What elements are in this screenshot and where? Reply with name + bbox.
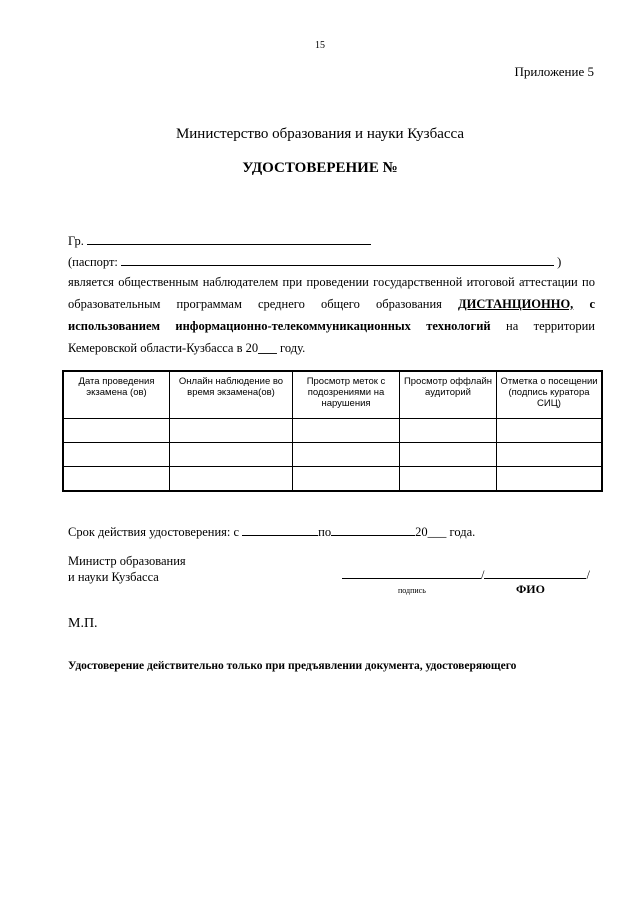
signature-caption: подпись <box>398 586 426 595</box>
statement-remote: ДИСТАНЦИОННО, <box>458 297 574 311</box>
ministry-name: Министерство образования и науки Кузбасса <box>175 126 465 142</box>
passport-close: ) <box>557 255 562 269</box>
stamp-place: М.П. <box>68 616 98 631</box>
passport-field[interactable] <box>121 254 554 266</box>
table-header-row <box>63 371 602 419</box>
validity-year-prefix: 20 <box>415 525 428 539</box>
signature-field[interactable] <box>342 567 481 579</box>
signature-separator: / <box>481 568 485 582</box>
col-online-observation: Онлайн наблюдение во время экзамена(ов) <box>170 371 293 419</box>
statement-text-2: на территории Кемеровской области-Кузбасса в 20 <box>68 319 595 355</box>
validity-note: Удостоверение действительно только при предъявлении документа, удостоверяющего <box>68 660 517 672</box>
table-cell[interactable] <box>497 467 603 492</box>
fio-caption: ФИО <box>516 582 545 596</box>
col-flag-review: Просмотр меток с подозрениями на нарушения <box>293 371 400 419</box>
appendix-label: Приложение 5 <box>514 64 594 79</box>
attendance-table <box>62 370 603 492</box>
table-cell[interactable] <box>63 467 170 492</box>
table-cell[interactable] <box>400 443 497 467</box>
validity-line <box>68 524 475 540</box>
validity-year-suffix: года. <box>446 525 476 539</box>
minister-title <box>68 553 186 585</box>
validity-year-blank[interactable]: ___ <box>427 525 447 539</box>
signature-end: / <box>586 568 590 582</box>
table-cell[interactable] <box>170 467 293 492</box>
statement-ict: с использованием информационно-телекоммуникационных технологий <box>68 297 595 333</box>
table-row <box>63 467 602 492</box>
table-cell[interactable] <box>497 419 603 443</box>
table-cell[interactable] <box>63 443 170 467</box>
citizen-name-field[interactable] <box>87 233 371 245</box>
col-offline-rooms: Просмотр оффлайн аудиторий <box>400 371 497 419</box>
passport-line <box>68 254 561 270</box>
signature-line <box>342 567 590 583</box>
passport-label: (паспорт: <box>68 255 118 269</box>
document-title: УДОСТОВЕРЕНИЕ № <box>242 160 398 176</box>
statement-text-3: году. <box>276 341 306 355</box>
statement-year-blank[interactable]: ___ <box>258 341 277 355</box>
validity-to-label: по <box>318 525 332 539</box>
table-row <box>63 443 602 467</box>
col-exam-date: Дата проведения экзамена (ов) <box>63 371 170 419</box>
table-cell[interactable] <box>293 443 400 467</box>
observer-statement <box>68 271 595 359</box>
minister-line-2: и науки Кузбасса <box>68 570 159 584</box>
table-cell[interactable] <box>293 467 400 492</box>
table-row <box>63 419 602 443</box>
validity-from-field[interactable] <box>242 524 318 536</box>
fio-field[interactable] <box>484 567 586 579</box>
validity-label: Срок действия удостоверения: с <box>68 525 240 539</box>
page-number: 15 <box>315 40 325 51</box>
table-cell[interactable] <box>170 419 293 443</box>
citizen-line <box>68 233 371 249</box>
col-visit-mark: Отметка о посещении (подпись куратора СИЦ) <box>497 371 603 419</box>
table-cell[interactable] <box>170 443 293 467</box>
statement-text-1: является общественным наблюдателем при проведении государственной итоговой аттестации по образовательным программам среднего общего образования <box>68 275 595 311</box>
table-cell[interactable] <box>400 467 497 492</box>
table-cell[interactable] <box>400 419 497 443</box>
citizen-label: Гр. <box>68 234 84 248</box>
table-cell[interactable] <box>497 443 603 467</box>
minister-line-1: Министр образования <box>68 554 186 568</box>
table-cell[interactable] <box>293 419 400 443</box>
validity-to-field[interactable] <box>331 524 415 536</box>
table-cell[interactable] <box>63 419 170 443</box>
